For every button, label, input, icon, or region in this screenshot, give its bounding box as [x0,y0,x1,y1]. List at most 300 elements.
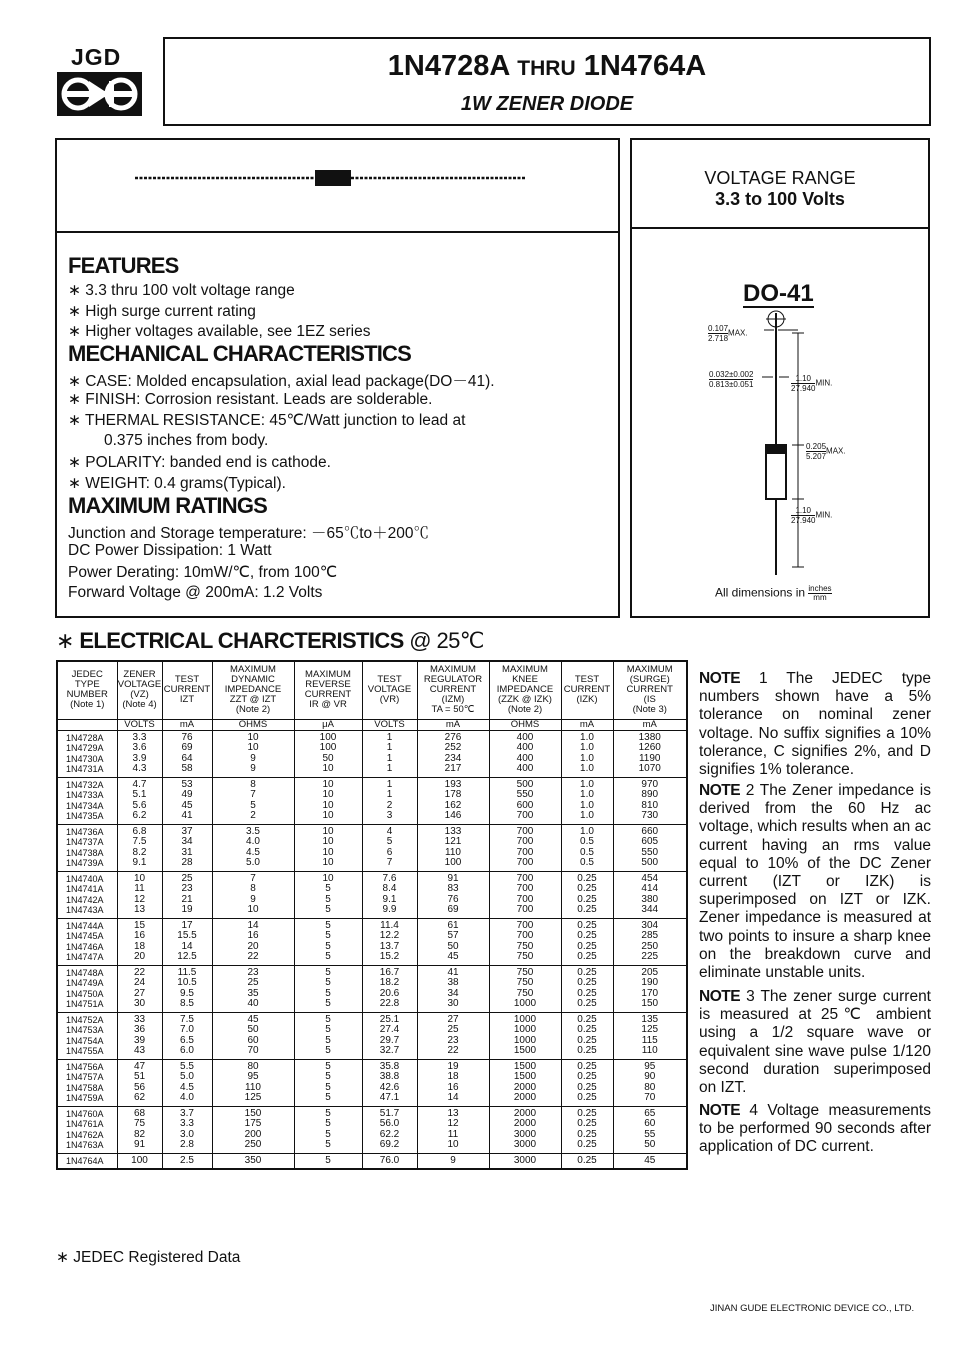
value-cell: 70 [613,1093,687,1106]
table-row [57,1083,687,1094]
value-cell: 5 [294,999,362,1012]
value-cell: 1500 [489,1072,561,1083]
value-cell: 50 [613,1140,687,1153]
value-cell: 47 [117,1059,162,1072]
package-name: DO-41 [743,280,814,307]
column-header-line: KNEE [512,674,538,686]
value-cell: 0.25 [561,1072,613,1083]
value-cell: 1500 [489,1046,561,1059]
value-cell: 0.25 [561,871,613,884]
value-cell: 5 [294,1059,362,1072]
value-cell: 91 [117,1140,162,1153]
column-header-line: (Note 2) [235,704,271,716]
value-cell: 56 [117,1083,162,1094]
column-header-line: NUMBER [66,689,108,701]
feature-item: ∗ Higher voltages available, see 1EZ series [68,323,371,340]
value-cell: 700 [489,858,561,871]
value-cell: 400 [489,764,561,777]
value-cell: 193 [417,777,489,790]
table-row [57,811,687,824]
part-number-cell: 1N4732A [57,777,117,790]
table-row [57,1119,687,1130]
value-cell: 1.0 [561,764,613,777]
value-cell: 7.6 [362,871,417,884]
value-cell: 5.1 [117,790,162,801]
note-4: NOTE 4 Voltage measurements to be performed 90 seconds after application of DC current. [699,1102,931,1156]
value-cell: 200 [212,1130,294,1141]
feature-item: ∗ 3.3 thru 100 volt voltage range [68,282,295,299]
column-header-line: DYNAMIC [231,674,275,686]
mechanical-item: ∗ THERMAL RESISTANCE: 45℃/Watt junction to lead at [68,412,466,429]
value-cell: 0.25 [561,1025,613,1036]
value-cell: 2000 [489,1106,561,1119]
table-row [57,999,687,1012]
value-cell: 50 [212,1025,294,1036]
value-cell: 276 [417,730,489,743]
table-row [57,1036,687,1047]
part-number-cell: 1N4728A [57,730,117,743]
value-cell: 5 [294,952,362,965]
value-cell: 10 [212,730,294,743]
value-cell: 4.3 [117,764,162,777]
value-cell: 146 [417,811,489,824]
value-cell: 1500 [489,1059,561,1072]
value-cell: 76.0 [362,1153,417,1169]
part-number-cell: 1N4763A [57,1140,117,1153]
value-cell: 730 [613,811,687,824]
part-number-cell: 1N4754A [57,1036,117,1047]
column-header-line: TYPE [74,679,100,691]
value-cell: 60 [212,1036,294,1047]
value-cell: 16 [417,1083,489,1094]
value-cell: 0.25 [561,905,613,918]
value-cell: 29.7 [362,1036,417,1047]
value-cell: 41 [162,811,212,824]
table-units-row [57,719,687,730]
jedec-footnote: ∗ JEDEC Registered Data [56,1249,241,1266]
value-cell: 190 [613,978,687,989]
features-heading: FEATURES [68,253,179,278]
value-cell: 95 [212,1072,294,1083]
table-row [57,730,687,743]
table-row [57,1072,687,1083]
value-cell: 1.0 [561,777,613,790]
value-cell: 0.25 [561,942,613,953]
value-cell: 0.5 [561,837,613,848]
value-cell: 125 [212,1093,294,1106]
part-number-cell: 1N4756A [57,1059,117,1072]
table-row [57,942,687,953]
value-cell: 7.5 [117,837,162,848]
part-number-cell: 1N4741A [57,884,117,895]
value-cell: 1 [362,777,417,790]
value-cell: 8.4 [362,884,417,895]
column-header-line: (VR) [379,694,400,706]
mechanical-item: 0.375 inches from body. [104,432,269,449]
value-cell: 100 [417,858,489,871]
value-cell: 30 [117,999,162,1012]
unit-cell: OHMS [489,719,561,730]
value-cell: 19 [162,905,212,918]
value-cell: 5 [294,1083,362,1094]
value-cell: 12 [117,895,162,906]
value-cell: 6.2 [117,811,162,824]
value-cell: 700 [489,871,561,884]
part-number-cell: 1N4738A [57,848,117,859]
value-cell: 660 [613,824,687,837]
note-1: NOTE 1 The JEDEC type numbers shown have a 5% tolerance on nominal zener voltage. No suffix signifies a 10% tolerance, C signifies 2%, and D signifies 1% tolerance. [699,670,931,779]
column-header [613,661,687,719]
value-cell: 14 [212,918,294,931]
value-cell: 700 [489,824,561,837]
value-cell: 51 [117,1072,162,1083]
part-number-cell: 1N4729A [57,743,117,754]
table-row [57,965,687,978]
column-header-line: JEDEC [71,669,103,681]
value-cell: 4.0 [162,1093,212,1106]
column-header-line: CURRENT [563,684,611,696]
table-row [57,754,687,765]
value-cell: 25 [417,1025,489,1036]
mechanical-item: ∗ FINISH: Corrosion resistant. Leads are solderable. [68,391,433,408]
value-cell: 27.4 [362,1025,417,1036]
value-cell: 2 [362,801,417,812]
table-row [57,871,687,884]
table-header-row [57,661,687,719]
value-cell: 35.8 [362,1059,417,1072]
column-header-line: ZENER [123,669,156,681]
value-cell: 178 [417,790,489,801]
value-cell: 380 [613,895,687,906]
value-cell: 22 [212,952,294,965]
value-cell: 5 [294,1093,362,1106]
value-cell: 234 [417,754,489,765]
value-cell: 10 [117,871,162,884]
value-cell: 1.0 [561,730,613,743]
value-cell: 18 [417,1072,489,1083]
part-number-cell: 1N4749A [57,978,117,989]
page-title [163,50,931,83]
table-row [57,837,687,848]
company-logo-icon [57,72,142,116]
value-cell: 42.6 [362,1083,417,1094]
value-cell: 19 [417,1059,489,1072]
value-cell: 1.0 [561,801,613,812]
value-cell: 28 [162,858,212,871]
table-row [57,1012,687,1025]
value-cell: 2 [212,811,294,824]
value-cell: 454 [613,871,687,884]
value-cell: 700 [489,884,561,895]
value-cell: 5 [294,1046,362,1059]
column-header [162,661,212,719]
value-cell: 2000 [489,1093,561,1106]
value-cell: 50 [294,754,362,765]
value-cell: 22 [117,965,162,978]
value-cell: 9.5 [162,989,212,1000]
value-cell: 10 [294,858,362,871]
column-header-line: (IZK) [576,694,598,706]
value-cell: 810 [613,801,687,812]
unit-cell: VOLTS [117,719,162,730]
company-logo-text: JGD [71,44,122,70]
electrical-heading: ∗ ELECTRICAL CHARCTERISTICS @ 25℃ [56,628,484,653]
table-row [57,743,687,754]
column-header [57,661,117,719]
value-cell: 40 [212,999,294,1012]
value-cell: 6.8 [117,824,162,837]
value-cell: 500 [489,777,561,790]
value-cell: 90 [613,1072,687,1083]
value-cell: 20 [117,952,162,965]
part-to: 1N4764A [583,50,707,82]
note-2: NOTE 2 The Zener impedance is derived from the 60 Hz ac voltage, which results when an ac current having an rms value equal to 10% of the DC Zener current (IZT or IZK) is superimposed on IZT or IZK. Zener impedance is measured at two points to insure a sharp knee on the breakdown curve and eliminate unstable units. [699,782,931,982]
value-cell: 15.5 [162,931,212,942]
value-cell: 36 [117,1025,162,1036]
value-cell: 69 [162,743,212,754]
value-cell: 7 [362,858,417,871]
table-row [57,978,687,989]
value-cell: 250 [613,942,687,953]
value-cell: 125 [613,1025,687,1036]
value-cell: 100 [117,1153,162,1169]
value-cell: 0.25 [561,1153,613,1169]
value-cell: 80 [613,1083,687,1094]
value-cell: 33 [117,1012,162,1025]
part-number-cell: 1N4764A [57,1153,117,1169]
value-cell: 0.25 [561,999,613,1012]
column-header-line: (Note 2) [507,704,543,716]
table-row [57,1093,687,1106]
table-row [57,1106,687,1119]
value-cell: 0.25 [561,1046,613,1059]
value-cell: 110 [417,848,489,859]
value-cell: 45 [212,1012,294,1025]
value-cell: 0.25 [561,1119,613,1130]
column-header-line: MAXIMUM [626,664,673,676]
value-cell: 11.4 [362,918,417,931]
value-cell: 16.7 [362,965,417,978]
table-row [57,1046,687,1059]
column-header-line: VOLTAGE [367,684,412,696]
value-cell: 3.3 [117,730,162,743]
value-cell: 76 [162,730,212,743]
part-number-cell: 1N4745A [57,931,117,942]
value-cell: 1000 [489,1036,561,1047]
value-cell: 13.7 [362,942,417,953]
rating-item: Junction and Storage temperature: －65℃to＋200℃ [68,525,430,542]
table-row [57,824,687,837]
table-row [57,848,687,859]
electrical-characteristics-table [56,660,688,1170]
value-cell: 1 [362,790,417,801]
table-row [57,1140,687,1153]
value-cell: 2.5 [162,1153,212,1169]
mechanical-item: ∗ WEIGHT: 0.4 grams(Typical). [68,475,286,492]
voltage-range-value: 3.3 to 100 Volts [715,189,845,209]
value-cell: 57 [417,931,489,942]
value-cell: 700 [489,837,561,848]
value-cell: 6 [362,848,417,859]
value-cell: 6.0 [162,1046,212,1059]
part-number-cell: 1N4737A [57,837,117,848]
value-cell: 24 [117,978,162,989]
value-cell: 600 [489,801,561,812]
value-cell: 10 [294,848,362,859]
value-cell: 8 [212,777,294,790]
column-header-line: IZT [179,694,195,706]
value-cell: 10 [417,1140,489,1153]
value-cell: 15.2 [362,952,417,965]
value-cell: 61 [417,918,489,931]
value-cell: 15 [117,918,162,931]
part-number-cell: 1N4750A [57,989,117,1000]
value-cell: 0.25 [561,1093,613,1106]
mechanical-heading: MECHANICAL CHARACTERISTICS [68,341,412,366]
table-row [57,801,687,812]
value-cell: 10 [212,905,294,918]
value-cell: 115 [613,1036,687,1047]
dim-body-length: $\frac{0.205}{5.207}$ MAX. [806,442,846,461]
value-cell: 21 [162,895,212,906]
value-cell: 5 [294,895,362,906]
value-cell: 34 [417,989,489,1000]
table-row [57,777,687,790]
value-cell: 58 [162,764,212,777]
mechanical-item: ∗ POLARITY: banded end is cathode. [68,454,331,471]
value-cell: 10 [294,801,362,812]
value-cell: 9 [212,754,294,765]
column-header [294,661,362,719]
dim-lead-length-top: $\frac{1.10}{27.940}$ MIN. [791,374,833,393]
column-header-line: MAXIMUM [230,664,276,676]
value-cell: 51.7 [362,1106,417,1119]
column-header-line: CURRENT [429,684,477,696]
value-cell: 1 [362,743,417,754]
value-cell: 750 [489,952,561,965]
part-from: 1N4728A [387,50,510,82]
value-cell: 37 [162,824,212,837]
value-cell: 5.5 [162,1059,212,1072]
value-cell: 133 [417,824,489,837]
value-cell: 23 [212,965,294,978]
value-cell: 0.25 [561,1012,613,1025]
value-cell: 80 [212,1059,294,1072]
value-cell: 285 [613,931,687,942]
value-cell: 890 [613,790,687,801]
value-cell: 0.25 [561,1140,613,1153]
column-header-line: IMPEDANCE [224,684,282,696]
value-cell: 91 [417,871,489,884]
value-cell: 9.9 [362,905,417,918]
value-cell: 23 [417,1036,489,1047]
value-cell: 14 [162,942,212,953]
value-cell: 344 [613,905,687,918]
column-header-line: TEST [574,674,600,686]
part-number-cell: 1N4743A [57,905,117,918]
value-cell: 162 [417,801,489,812]
value-cell: 414 [613,884,687,895]
value-cell: 5 [294,989,362,1000]
value-cell: 5 [294,1130,362,1141]
value-cell: 60 [613,1119,687,1130]
column-header-line: CURRENT [163,684,211,696]
value-cell: 0.25 [561,918,613,931]
value-cell: 700 [489,918,561,931]
value-cell: 13 [117,905,162,918]
table-row [57,989,687,1000]
value-cell: 82 [117,1130,162,1141]
unit-cell [57,719,117,730]
value-cell: 5 [362,837,417,848]
part-number-cell: 1N4757A [57,1072,117,1083]
value-cell: 83 [417,884,489,895]
part-number-cell: 1N4758A [57,1083,117,1094]
value-cell: 14 [417,1093,489,1106]
value-cell: 41 [417,965,489,978]
value-cell: 700 [489,848,561,859]
value-cell: 3 [362,811,417,824]
ratings-heading: MAXIMUM RATINGS [68,493,268,518]
value-cell: 9 [212,895,294,906]
value-cell: 3000 [489,1140,561,1153]
value-cell: 20.6 [362,989,417,1000]
part-number-cell: 1N4755A [57,1046,117,1059]
value-cell: 56.0 [362,1119,417,1130]
value-cell: 970 [613,777,687,790]
value-cell: 700 [489,931,561,942]
value-cell: 7 [212,790,294,801]
part-number-cell: 1N4753A [57,1025,117,1036]
value-cell: 5 [294,1025,362,1036]
part-number-cell: 1N4752A [57,1012,117,1025]
value-cell: 2.8 [162,1140,212,1153]
value-cell: 1.0 [561,743,613,754]
value-cell: 3.5 [212,824,294,837]
value-cell: 205 [613,965,687,978]
value-cell: 0.25 [561,952,613,965]
diode-illustration [135,165,525,191]
column-header-line: CURRENT [626,684,673,696]
table-row [57,918,687,931]
value-cell: 4 [362,824,417,837]
value-cell: 25 [162,871,212,884]
column-header-line: TEST [377,674,402,686]
value-cell: 1 [362,764,417,777]
value-cell: 0.25 [561,895,613,906]
dimensions-note: All dimensions in inches mm [715,584,832,602]
value-cell: 5 [294,1153,362,1169]
value-cell: 0.25 [561,1036,613,1047]
rating-item: DC Power Dissipation: 1 Watt [68,542,272,559]
value-cell: 16 [212,931,294,942]
value-cell: 5 [294,1106,362,1119]
column-header [212,661,294,719]
part-number-cell: 1N4751A [57,999,117,1012]
value-cell: 38.8 [362,1072,417,1083]
value-cell: 3.9 [117,754,162,765]
table-row [57,931,687,942]
value-cell: 400 [489,743,561,754]
value-cell: 62.2 [362,1130,417,1141]
column-header [561,661,613,719]
value-cell: 1.0 [561,824,613,837]
value-cell: 22 [417,1046,489,1059]
value-cell: 6.5 [162,1036,212,1047]
value-cell: 2000 [489,1119,561,1130]
value-cell: 0.25 [561,1106,613,1119]
value-cell: 217 [417,764,489,777]
